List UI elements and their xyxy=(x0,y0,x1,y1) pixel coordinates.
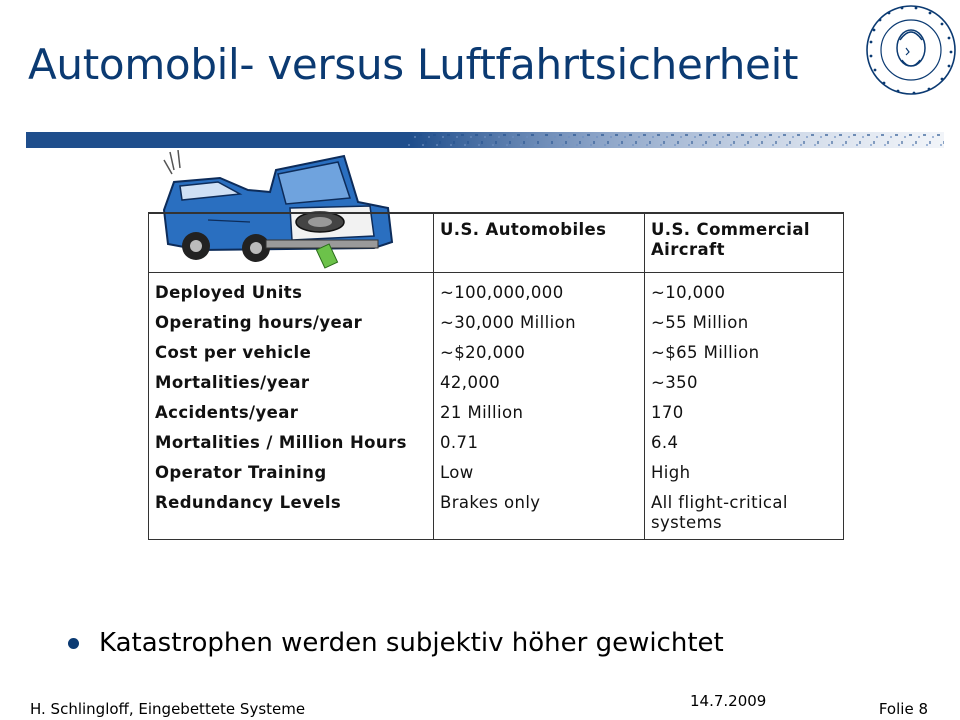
row-label: Cost per vehicle xyxy=(149,339,434,369)
automobile-value: 42,000 xyxy=(434,369,645,399)
header-bar xyxy=(26,132,944,148)
table-row xyxy=(149,459,844,489)
university-seal-icon xyxy=(862,0,960,100)
aircraft-value: ~55 Million xyxy=(645,309,844,339)
row-label: Operating hours/year xyxy=(149,309,434,339)
table-row xyxy=(149,309,844,339)
header-cell-automobiles: U.S. Automobiles xyxy=(434,213,645,273)
automobile-value: Low xyxy=(434,459,645,489)
table-row xyxy=(149,369,844,399)
footer-page-number: Folie 8 xyxy=(878,700,928,718)
bullet-item xyxy=(68,628,724,658)
table-row xyxy=(149,399,844,429)
automobile-value: 21 Million xyxy=(434,399,645,429)
table-row xyxy=(149,489,844,540)
aircraft-value: All flight-critical systems xyxy=(645,489,844,540)
row-label: Deployed Units xyxy=(149,273,434,310)
automobile-value: ~100,000,000 xyxy=(434,273,645,310)
aircraft-value: ~10,000 xyxy=(645,273,844,310)
automobile-value: ~$20,000 xyxy=(434,339,645,369)
footer-author: H. Schlingloff, Eingebettete Systeme xyxy=(30,700,306,718)
automobile-value: ~30,000 Million xyxy=(434,309,645,339)
slide-title: Automobil- versus Luftfahrtsicherheit xyxy=(28,40,799,89)
row-label: Operator Training xyxy=(149,459,434,489)
aircraft-value: 170 xyxy=(645,399,844,429)
aircraft-value: High xyxy=(645,459,844,489)
table-row xyxy=(149,339,844,369)
table-row xyxy=(149,273,844,310)
comparison-table xyxy=(148,212,844,540)
row-label: Mortalities/year xyxy=(149,369,434,399)
bullet-dot-icon xyxy=(68,638,79,649)
row-label: Mortalities / Million Hours xyxy=(149,429,434,459)
footer-date: 14.7.2009 xyxy=(690,692,767,710)
bullet-text: Katastrophen werden subjektiv höher gewichtet xyxy=(99,628,724,658)
aircraft-value: ~$65 Million xyxy=(645,339,844,369)
automobile-value: Brakes only xyxy=(434,489,645,540)
header-cell-aircraft: U.S. Commercial Aircraft xyxy=(645,213,844,273)
row-label: Redundancy Levels xyxy=(149,489,434,540)
header-cell-empty xyxy=(149,213,434,273)
table-row xyxy=(149,429,844,459)
aircraft-value: 6.4 xyxy=(645,429,844,459)
aircraft-value: ~350 xyxy=(645,369,844,399)
table-header-row xyxy=(149,213,844,273)
automobile-value: 0.71 xyxy=(434,429,645,459)
row-label: Accidents/year xyxy=(149,399,434,429)
